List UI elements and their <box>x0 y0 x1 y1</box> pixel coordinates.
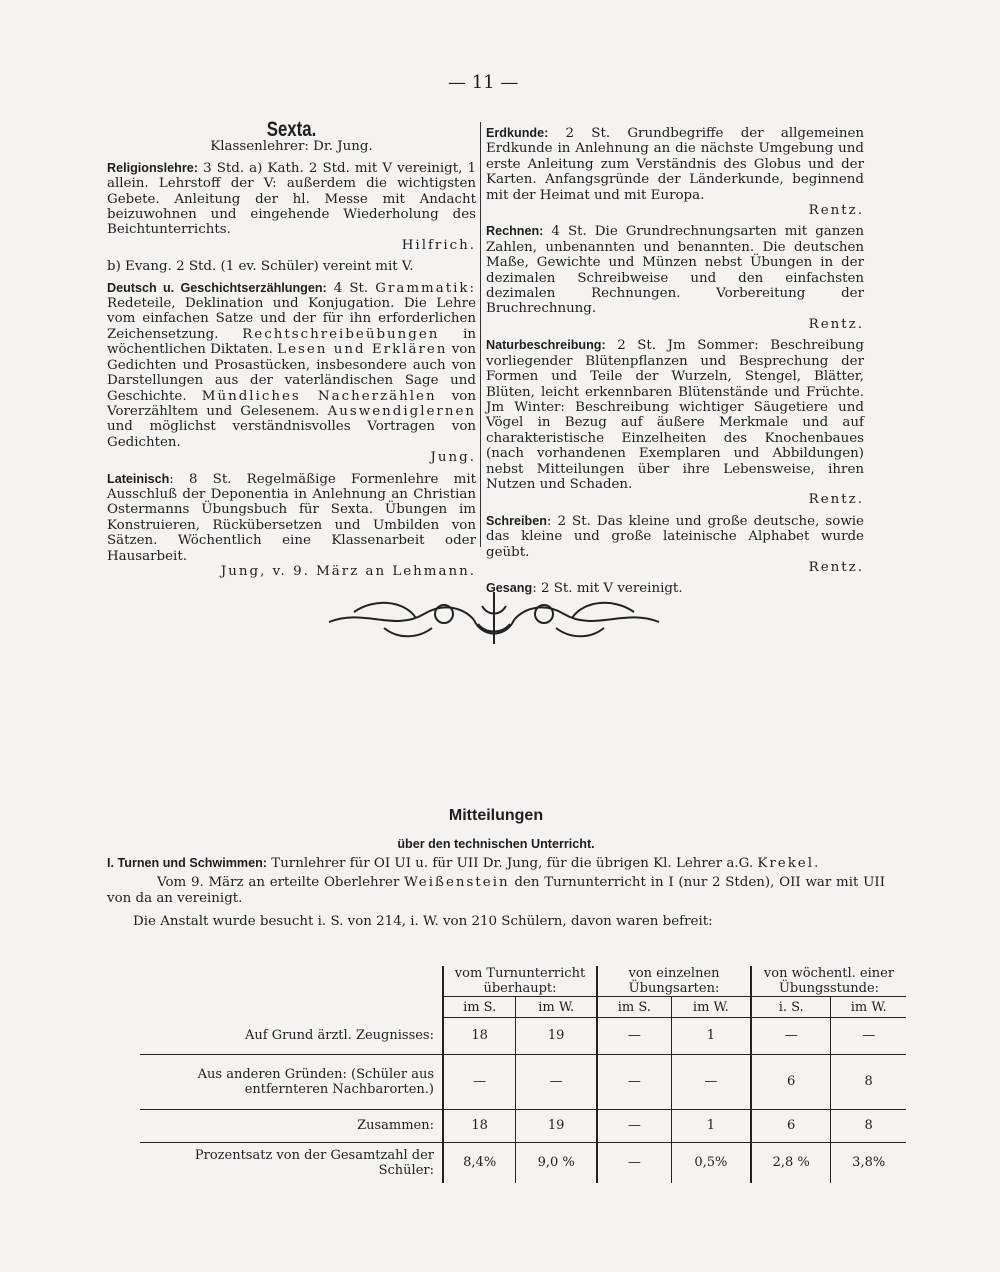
deutsch-text: von Gedichten und Prosastücken, insbesondere auch von Darstellungen aus der vaterländischen Sage und Geschichte. <box>107 342 476 404</box>
subheader-cell: im S. <box>597 997 671 1018</box>
table-cell: 1 <box>671 1109 751 1142</box>
table-subheader-row <box>140 997 906 1018</box>
table-cell: 0,5% <box>671 1142 751 1183</box>
table-cell: — <box>597 1142 671 1183</box>
table-row <box>140 1142 906 1183</box>
latein-signature: Jung, v. 9. März an Lehmann. <box>220 563 476 579</box>
table-cell: 2,8 % <box>751 1142 831 1183</box>
deutsch-paragraph <box>107 281 476 466</box>
deutsch-nacherzaehlen: Mündliches Nacherzählen <box>201 388 437 404</box>
deutsch-rechtschreibung: Rechtschreibeübungen <box>242 326 440 342</box>
table-cell: 9,0 % <box>516 1142 597 1183</box>
table-cell: — <box>443 1054 516 1109</box>
table-cell: — <box>831 1018 906 1055</box>
table-cell: — <box>516 1054 597 1109</box>
section-title-sexta: Sexta. <box>266 118 317 141</box>
schreiben-signature: Rentz. <box>808 559 864 575</box>
besuch-paragraph: Die Anstalt wurde besucht i. S. von 214, i. W. von 210 Schülern, davon waren befreit: <box>133 914 713 930</box>
rechnen-heading: Rechnen: <box>486 224 544 239</box>
table-cell: 8 <box>831 1054 906 1109</box>
turnen-name: Krekel. <box>757 855 821 871</box>
table-cell: — <box>751 1018 831 1055</box>
rechnen-text: 4 St. Die Grundrechnungsarten mit ganzen Zahlen, unbenannten und benannten. Die deutschen Maße, Gewichte und Münzen nebst Übungen in der dezimalen Schreibweise und den einfachsten dezimalen Rechnungen. Vorbereitung der Bruchrechnung. <box>486 224 864 317</box>
latein-heading: Lateinisch <box>107 471 170 486</box>
deutsch-text: Redeteile, Deklination und Konjugation. Die Lehre vom einfachen Satze und der für ihn erforderlichen Zeichensetzung. <box>107 296 476 342</box>
natur-signature: Rentz. <box>808 492 864 508</box>
schreiben-paragraph <box>486 514 864 576</box>
table-cell: 8,4% <box>443 1142 516 1183</box>
religion-heading: Religionslehre: <box>107 160 198 175</box>
table-row <box>140 1109 906 1142</box>
religion-signature: Hilfrich. <box>401 237 476 253</box>
natur-text: 2 St. Jm Sommer: Beschreibung vorliegender Blütenpflanzen und Besprechung der Formen und Teile der Wurzeln, Stengel, Blätter, Blüten, leicht erkennbaren Blütenstände und Früchte. Jm Winter: Beschreibung wichtiger Säugetiere und Vögel in Bezug auf äußere Merkmale und auf charakteristische Einzelheiten des Knochenbaues (nach vorhandenen Exemplaren und Abbildungen) nebst Mitteilungen über ihre Lebensweise, ihren Nutzen und Schaden. <box>486 338 864 492</box>
weissenstein-name: Weißenstein <box>404 875 510 891</box>
deutsch-text: von Vorerzähltem und Gelesenem. <box>107 388 476 419</box>
erdkunde-heading: Erdkunde: <box>486 126 549 140</box>
subheader-cell: im W. <box>516 997 597 1018</box>
subheader-cell: im S. <box>443 997 516 1018</box>
column-divider <box>480 122 481 547</box>
turnen-paragraph <box>107 856 885 871</box>
deutsch-heading: Deutsch u. Geschichtserzählungen: <box>107 280 327 295</box>
gesang-heading: Gesang <box>486 581 533 596</box>
sexta-column <box>107 118 477 585</box>
klassenlehrer-line: Klassenlehrer: Dr. Jung. <box>210 139 373 155</box>
header-group-turnunterricht: vom Turnunterricht überhaupt: <box>443 966 597 997</box>
subheader-cell: im W. <box>831 997 906 1018</box>
religion-paragraph <box>107 161 476 253</box>
table-cell: 3,8% <box>831 1142 906 1183</box>
mitteilungen-subtitle: über den technischen Unterricht. <box>397 837 595 852</box>
table-header-row <box>140 966 906 997</box>
table-cell: 8 <box>831 1109 906 1142</box>
natur-heading: Naturbeschreibung: <box>486 338 606 353</box>
table-cell: 19 <box>516 1109 597 1142</box>
table-corner <box>140 966 443 997</box>
weissenstein-text: Vom 9. März an erteilte Oberlehrer <box>157 875 405 891</box>
deutsch-lesen: Lesen und Erklären <box>277 342 448 358</box>
mitteilungen-section <box>107 808 885 933</box>
schreiben-heading: Schreiben <box>486 513 547 528</box>
schreiben-text: : 2 St. Das kleine und große deutsche, sowie das kleine und große lateinische Alphabet wurde geübt. <box>486 513 864 560</box>
subheader-cell: im W. <box>671 997 751 1018</box>
mitteilungen-title: Mitteilungen <box>448 807 544 824</box>
weissenstein-text: den Turnunterricht in I (nur 2 Stden), OII war mit UII von da an vereinigt. <box>107 875 885 906</box>
deutsch-signature: Jung. <box>430 450 476 466</box>
religion-text: 3 Std. a) Kath. 2 Std. mit V vereinigt, 1 allein. Lehrstoff der V: außerdem die wichtigsten Gebete. Anleitung der hl. Messe mit Andacht beizuwohnen und eingehende Wiederholung des Beichtunterrichts. <box>107 160 476 238</box>
deutsch-text: und möglichst verständnisvolles Vortragen von Gedichten. <box>107 419 476 450</box>
gesang-text: : 2 St. mit V vereinigt. <box>532 581 683 597</box>
rechnen-signature: Rentz. <box>808 316 864 332</box>
row-label: Auf Grund ärztl. Zeugnisses: <box>140 1018 443 1055</box>
turnen-text: Turnlehrer für OI UI u. für UII Dr. Jung, für die übrigen Kl. Lehrer a.G. <box>267 855 758 871</box>
ornament-divider-icon <box>324 588 664 648</box>
erdkunde-signature: Rentz. <box>808 203 864 219</box>
row-label: Aus anderen Gründen: (Schüler aus entfernteren Nachbarorten.) <box>140 1054 443 1109</box>
deutsch-text: 4 St. <box>326 280 376 296</box>
table-cell: 6 <box>751 1054 831 1109</box>
erdkunde-paragraph <box>486 126 864 218</box>
table-cell: 18 <box>443 1018 516 1055</box>
page-number: — 11 — <box>448 72 519 93</box>
latein-paragraph <box>107 472 476 580</box>
row-label: Zusammen: <box>140 1109 443 1142</box>
table-cell: — <box>597 1109 671 1142</box>
table-row <box>140 1054 906 1109</box>
header-group-einzelne: von einzelnen Übungsarten: <box>597 966 751 997</box>
table-cell: — <box>597 1054 671 1109</box>
natur-paragraph <box>486 338 864 507</box>
rechnen-paragraph <box>486 224 864 332</box>
evang-line: b) Evang. 2 Std. (1 ev. Schüler) vereint mit V. <box>107 259 414 275</box>
table-cell: 6 <box>751 1109 831 1142</box>
table-cell: — <box>597 1018 671 1055</box>
latein-text: : 8 St. Regelmäßige Formenlehre mit Ausschluß der Deponentia in Anlehnung an Christian Ostermanns Übungsbuch für Sexta. Übungen im Konstruieren, Rückübersetzen und Umbilden von Sätzen. Wöchentlich eine Klassenarbeit oder Hausarbeit. <box>107 471 476 564</box>
table-cell: 18 <box>443 1109 516 1142</box>
weissenstein-paragraph <box>107 875 885 906</box>
row-label: Prozentsatz von der Gesamtzahl der Schüler: <box>194 1147 434 1178</box>
deutsch-auswendiglernen: Auswendiglernen <box>327 403 476 419</box>
deutsch-text: in wöchentlichen Diktaten. <box>107 326 476 358</box>
table-row <box>140 1018 906 1055</box>
deutsch-grammatik: Grammatik: <box>375 280 477 296</box>
table-cell: 1 <box>671 1018 751 1055</box>
subheader-cell: i. S. <box>751 997 831 1018</box>
sexta-column-right <box>486 126 864 603</box>
header-group-uebungsstunde: von wöchentl. einer Übungsstunde: <box>751 966 906 997</box>
table-corner <box>140 997 443 1018</box>
turnen-heading: I. Turnen und Schwimmen: <box>107 855 267 870</box>
table-cell: 19 <box>516 1018 597 1055</box>
table-cell: — <box>671 1054 751 1109</box>
erdkunde-text: 2 St. Grundbegriffe der allgemeinen Erdkunde in Anlehnung an die nächste Umgebung und erste Anleitung zum Verständnis des Globus und der Karten. Anfangsgründe der Länderkunde, beginnend mit der Heimat und mit Europa. <box>486 126 864 203</box>
exemption-table <box>140 966 906 1183</box>
